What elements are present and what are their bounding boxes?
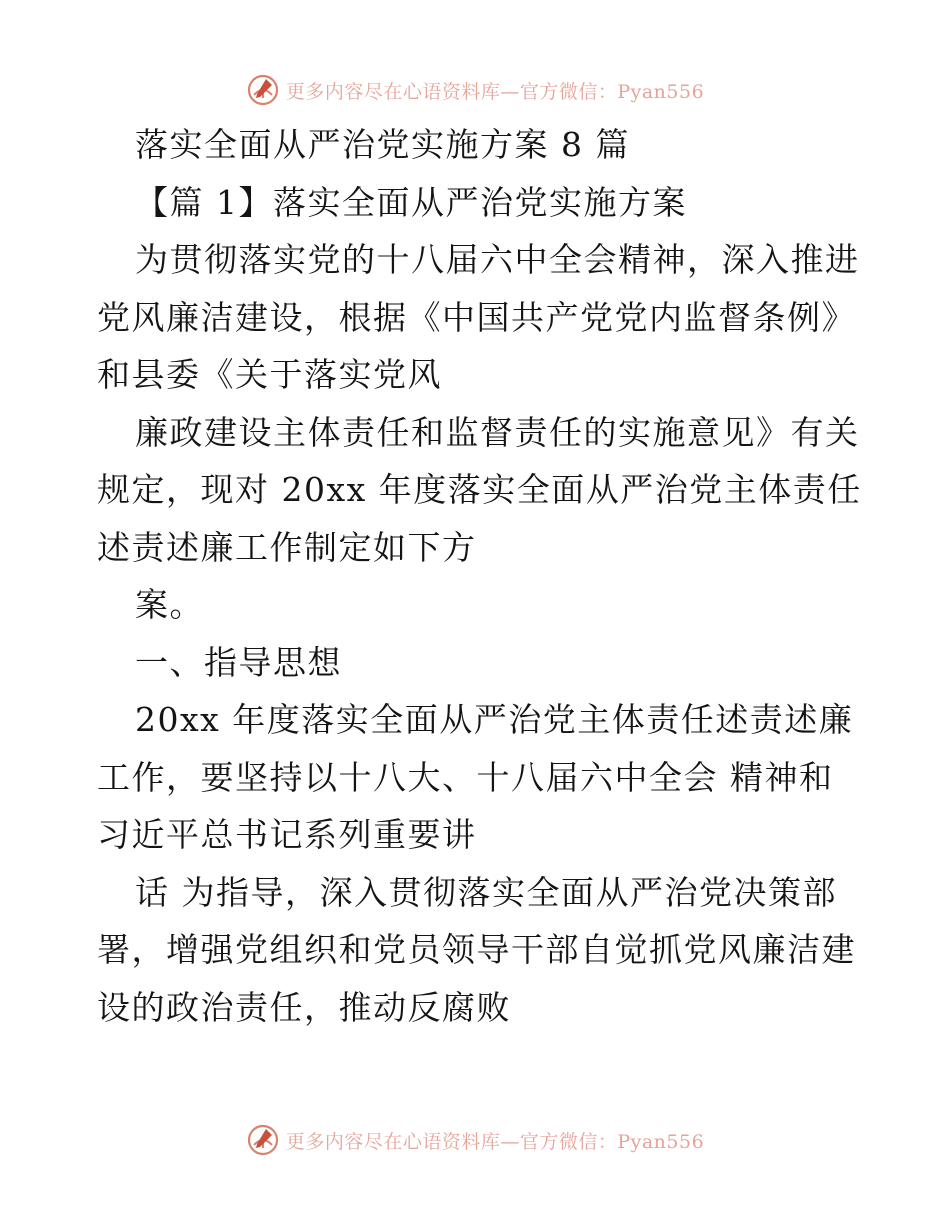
paragraph-line: 20xx 年度落实全面从严治党主体责任述责述廉 (135, 700, 854, 739)
paragraph-line: 廉政建设主体责任和监督责任的实施意见》有关 (135, 412, 860, 452)
paragraph-line: 工作，要坚持以十八大、十八届六中全会 精神和 (97, 757, 834, 797)
paragraph-line: 案。 (135, 585, 204, 624)
paragraph-line: 设的政治责任，推动反腐败 (97, 987, 511, 1027)
paragraph-line: 和县委《关于落实党风 (97, 355, 442, 394)
subsection-heading: 一、指导思想 (135, 642, 342, 682)
paragraph-line: 为贯彻落实党的十八届六中全会精神，深入推进 (135, 240, 860, 279)
paragraph-line: 话 为指导，深入贯彻落实全面从严治党决策部 (135, 872, 837, 912)
header-watermark-text: 更多内容尽在心语资料库—官方微信：Pyan556 (285, 80, 705, 103)
paragraph-line: 述责述廉工作制定如下方 (97, 527, 477, 567)
document-title: 落实全面从严治党实施方案 8 篇 (135, 125, 630, 164)
paragraph-line: 规定，现对 20xx 年度落实全面从严治党主体责任 (97, 470, 862, 509)
footer-watermark-text: 更多内容尽在心语资料库—官方微信：Pyan556 (285, 1130, 705, 1153)
section-heading: 【篇 1】落实全面从严治党实施方案 (135, 182, 687, 222)
book-pen-logo-icon (246, 73, 280, 107)
paragraph-line: 习近平总书记系列重要讲 (97, 815, 477, 854)
header-watermark-banner (0, 70, 950, 110)
paragraph-line: 署，增强党组织和党员领导干部自觉抓党风廉洁建 (97, 930, 856, 969)
paragraph-line: 党风廉洁建设，根据《中国共产党党内监督条例》 (97, 297, 856, 337)
book-pen-logo-icon (246, 1123, 280, 1157)
footer-watermark-banner (0, 1120, 950, 1160)
document-body (97, 116, 862, 1036)
